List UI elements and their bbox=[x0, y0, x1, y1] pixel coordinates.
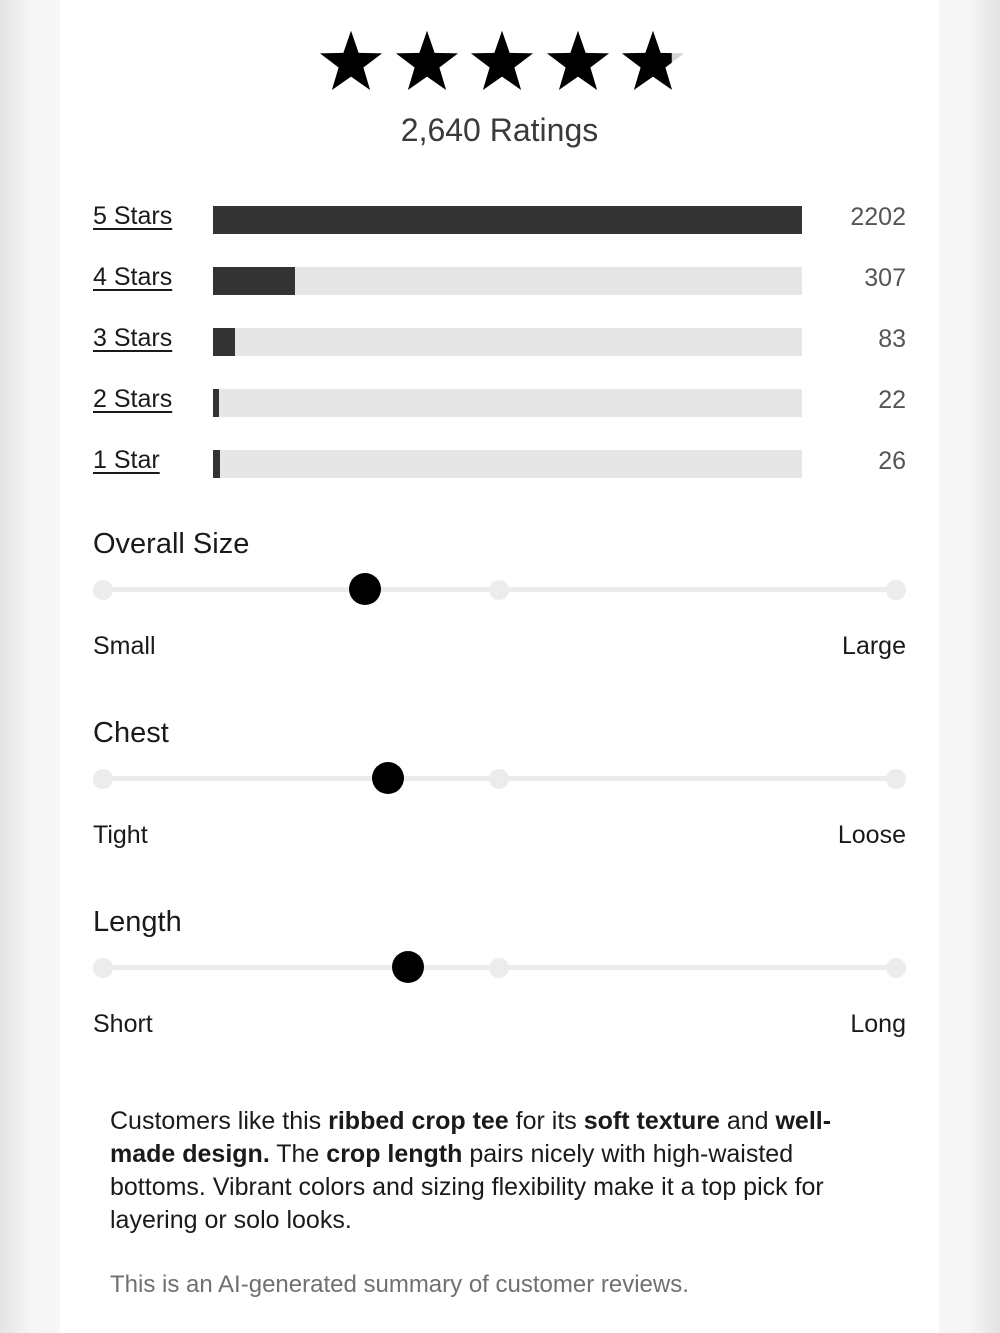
fit-slider-stop bbox=[489, 580, 509, 600]
distribution-count: 22 bbox=[878, 386, 906, 414]
distribution-bar-track bbox=[213, 389, 802, 417]
fit-slider-stop bbox=[93, 580, 113, 600]
fit-slider-stop bbox=[93, 769, 113, 789]
fit-slider-stop bbox=[489, 769, 509, 789]
fit-chest bbox=[93, 717, 906, 857]
summary-text: The bbox=[269, 1140, 327, 1168]
distribution-count: 26 bbox=[878, 447, 906, 475]
fit-min-label: Short bbox=[93, 1010, 153, 1038]
star-icon bbox=[317, 28, 385, 96]
distribution-bar-fill bbox=[213, 450, 220, 478]
distribution-bar-fill bbox=[213, 389, 219, 417]
distribution-row-3 bbox=[93, 318, 906, 379]
filter-link-2-stars[interactable]: 2 Stars bbox=[93, 385, 173, 413]
distribution-row-5 bbox=[93, 196, 906, 257]
ai-summary-disclaimer: This is an AI-generated summary of customer reviews. bbox=[110, 1271, 689, 1298]
fit-slider-knob bbox=[372, 762, 404, 794]
star-icon bbox=[468, 28, 536, 96]
fit-slider-knob bbox=[349, 573, 381, 605]
fit-title: Overall Size bbox=[93, 528, 250, 560]
rating-distribution bbox=[93, 196, 906, 501]
fit-title: Length bbox=[93, 906, 182, 938]
distribution-row-2 bbox=[93, 379, 906, 440]
summary-text: Customers like this bbox=[110, 1107, 329, 1135]
fit-overall-size bbox=[93, 528, 906, 668]
ratings-count: 2,640 Ratings bbox=[400, 112, 599, 148]
summary-text: and bbox=[719, 1107, 776, 1135]
fit-title: Chest bbox=[93, 717, 169, 749]
fit-slider-stop bbox=[886, 958, 906, 978]
distribution-count: 83 bbox=[878, 325, 906, 353]
distribution-row-4 bbox=[93, 257, 906, 318]
distribution-bar-track bbox=[213, 267, 802, 295]
summary-highlight: crop length bbox=[326, 1140, 463, 1168]
summary-highlight: soft texture bbox=[583, 1107, 720, 1135]
distribution-bar-fill bbox=[213, 267, 295, 295]
distribution-bar-fill bbox=[213, 328, 235, 356]
summary-text: pairs nicely with high-waisted bottoms. Vibrant colors and sizing flexibility make it a top pick for layering or solo looks. bbox=[110, 1140, 824, 1234]
fit-max-label: Long bbox=[850, 1010, 906, 1038]
star-icon bbox=[393, 28, 461, 96]
filter-link-5-stars[interactable]: 5 Stars bbox=[93, 202, 173, 230]
summary-text: for its bbox=[508, 1107, 584, 1135]
fit-max-label: Loose bbox=[837, 821, 906, 849]
fit-slider-stop bbox=[489, 958, 509, 978]
distribution-bar-track bbox=[213, 450, 802, 478]
fit-slider-stop bbox=[93, 958, 113, 978]
fit-slider-knob bbox=[392, 951, 424, 983]
ratings-card bbox=[60, 0, 939, 1333]
distribution-bar-fill bbox=[213, 206, 802, 234]
distribution-bar-track bbox=[213, 328, 802, 356]
fit-length bbox=[93, 906, 906, 1046]
fit-slider-stop bbox=[886, 769, 906, 789]
summary-highlight: well-made design. bbox=[110, 1107, 832, 1168]
fit-max-label: Large bbox=[842, 632, 906, 660]
distribution-row-1 bbox=[93, 440, 906, 501]
distribution-count: 307 bbox=[864, 264, 906, 292]
summary-highlight: ribbed crop tee bbox=[328, 1107, 509, 1135]
fit-slider-stop bbox=[886, 580, 906, 600]
distribution-bar-track bbox=[213, 206, 802, 234]
filter-link-4-stars[interactable]: 4 Stars bbox=[93, 263, 173, 291]
star-icon bbox=[544, 28, 612, 96]
distribution-count: 2202 bbox=[850, 203, 906, 231]
star-icon bbox=[619, 28, 687, 96]
average-rating-stars bbox=[317, 22, 687, 102]
review-summary bbox=[110, 1105, 890, 1237]
fit-min-label: Small bbox=[93, 632, 156, 660]
fit-min-label: Tight bbox=[93, 821, 148, 849]
filter-link-1-star[interactable]: 1 Star bbox=[93, 446, 160, 474]
filter-link-3-stars[interactable]: 3 Stars bbox=[93, 324, 173, 352]
